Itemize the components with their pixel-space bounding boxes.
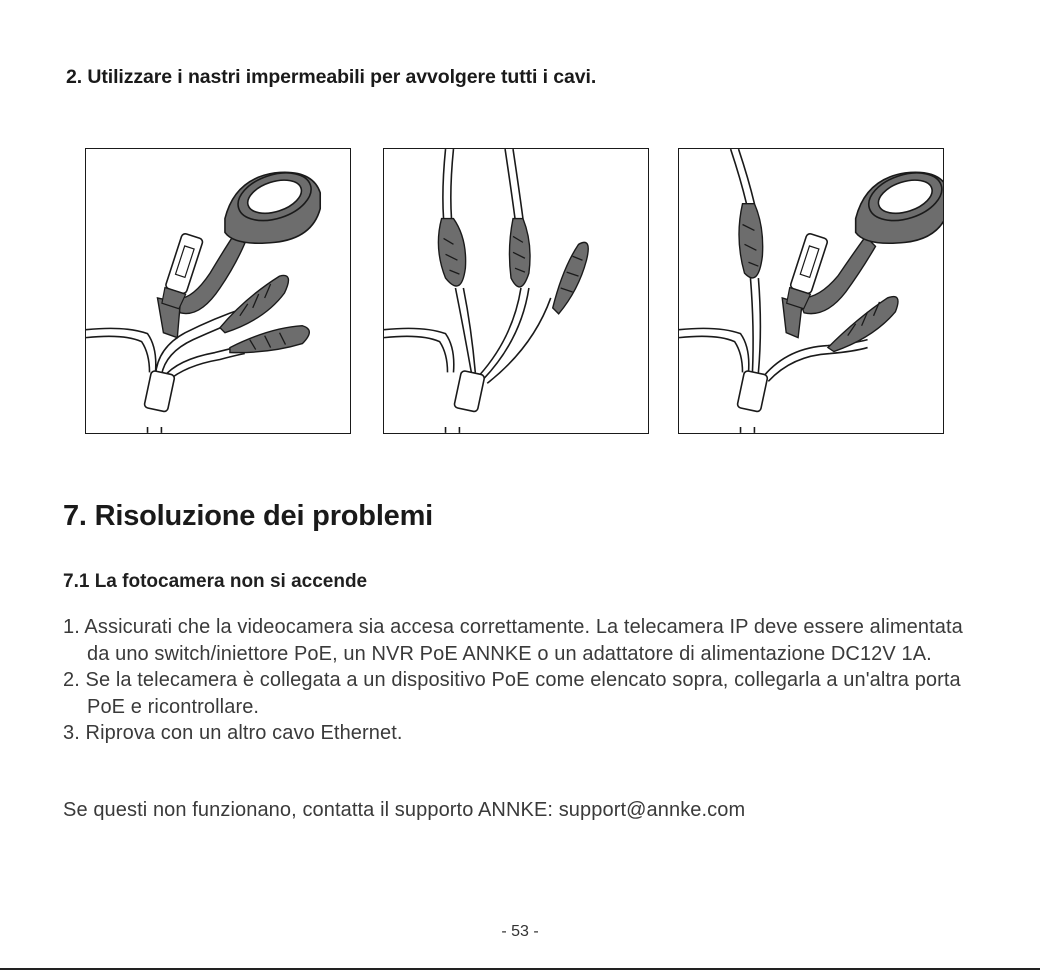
figure-tape-roll-connector (85, 148, 351, 434)
figure-three-wrapped-cables (383, 148, 649, 434)
footer-divider (0, 968, 1040, 970)
section-title: 7. Risoluzione dei problemi (63, 500, 434, 532)
subsection-title: 7.1 La fotocamera non si accende (63, 571, 368, 592)
list-item: 1. Assicurati che la videocamera sia accesa correttamente. La telecamera IP deve essere alimentata da uno switch/iniettore PoE, un NVR PoE ANNKE o un adattatore di alimentazione DC12V 1A. (63, 616, 963, 665)
step-heading: 2. Utilizzare i nastri impermeabili per avvolgere tutti i cavi. (66, 66, 597, 88)
figure-final-wrap (678, 148, 944, 434)
support-contact: Se questi non funzionano, contatta il supporto ANNKE: support@annke.com (63, 799, 746, 821)
illustration-wrap-step-2 (384, 149, 648, 433)
illustration-wrap-step-3 (679, 149, 943, 433)
list-item: 2. Se la telecamera è collegata a un dispositivo PoE come elencato sopra, collegarla a un'altra porta PoE e ricontrollare. (63, 669, 961, 718)
page-number: - 53 - (501, 923, 539, 940)
list-item: 3. Riprova con un altro cavo Ethernet. (63, 722, 403, 744)
troubleshooting-steps (63, 614, 983, 747)
illustration-wrap-step-1 (86, 149, 350, 433)
